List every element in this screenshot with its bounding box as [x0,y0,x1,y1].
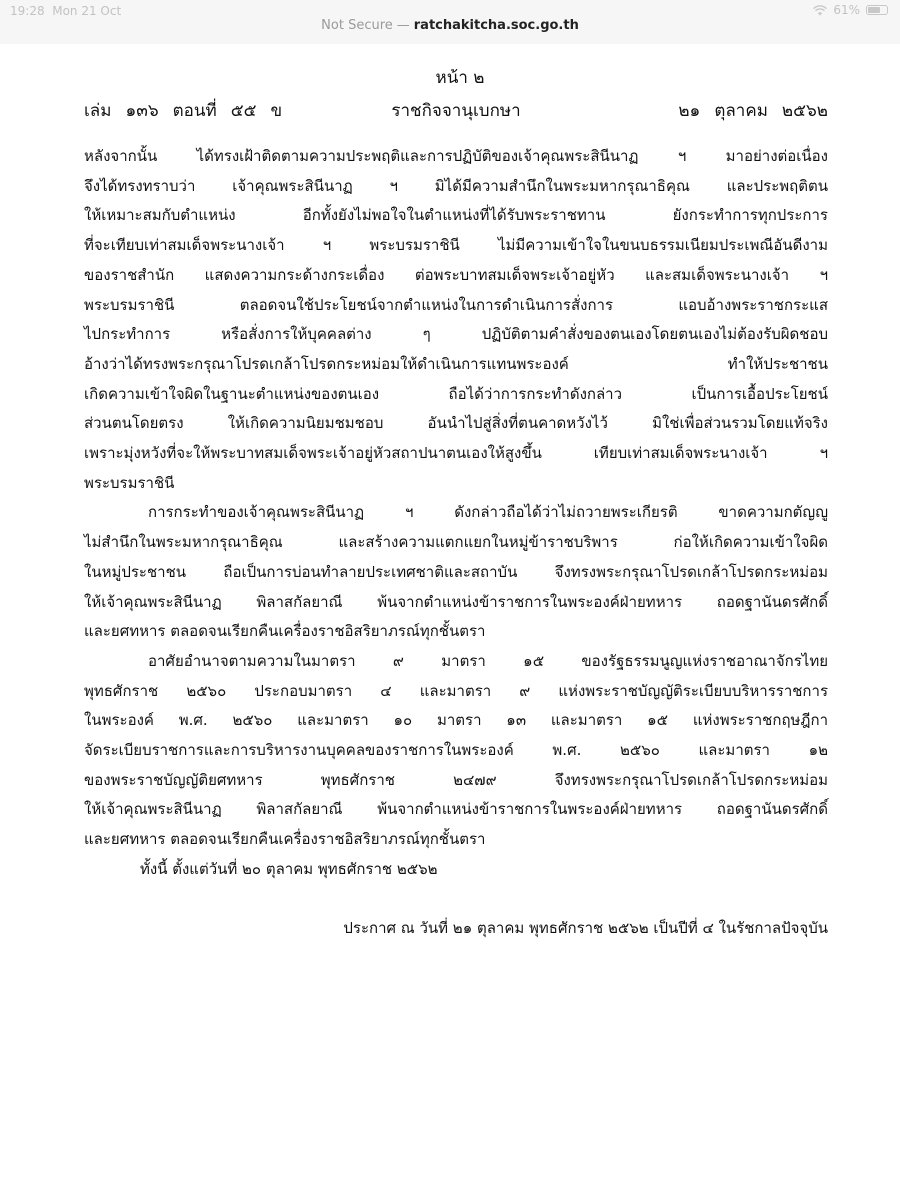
status-clock [10,4,121,18]
paragraph-3 [84,647,828,855]
text-line: ไม่สำนึกในพระมหากรุณาธิคุณ และสร้างความแตกแยกในหมู่ข้าราชบริพาร ก่อให้เกิดความเข้าใจผิด [84,533,828,552]
issue-day: ๒๑ [678,101,701,121]
battery-icon [866,5,888,15]
text-line: ไปกระทำการ หรือสั่งการให้บุคคลต่าง ๆ ปฏิบัติตามคำสั่งของตนเองโดยตนเองไม่ต้องรับผิดชอบ [84,325,828,344]
gazette-body [84,142,828,885]
text-line: ในพระองค์ พ.ศ. ๒๕๖๐ และมาตรา ๑๐ มาตรา ๑๓ และมาตรา ๑๕ แห่งพระราชกฤษฎีกา [84,711,828,730]
text-line: ในหมู่ประชาชน ถือเป็นการบ่อนทำลายประเทศชาติและสถาบัน จึงทรงพระกรุณาโปรดเกล้าโปรดกระหม่อม [84,562,828,581]
text-line: พุทธศักราช ๒๕๖๐ ประกอบมาตรา ๔ และมาตรา ๙ แห่งพระราชบัญญัติระเบียบบริหารราชการ [84,681,828,700]
text-line: ของราชสำนัก แสดงความกระด้างกระเดื่อง ต่อพระบาทสมเด็จพระเจ้าอยู่หัว และสมเด็จพระนางเจ้า ฯ [84,265,828,284]
text-line: ส่วนตนโดยตรง ให้เกิดความนิยมชมชอบ อันนำไปสู่สิ่งที่ตนคาดหวังไว้ มิใช่เพื่อส่วนรวมโดยแท้จริง [84,414,828,433]
issue-year: ๒๕๖๒ [781,101,828,121]
text-line: พระบรมราชินี ตลอดจนใช้ประโยชน์จากตำแหน่งในการดำเนินการสั่งการ แอบอ้างพระราชกระแส [84,295,828,314]
address-bar[interactable] [0,18,900,33]
status-time: 19:28 [10,4,45,18]
address-separator: — [396,18,410,33]
text-line: อาศัยอำนาจตามความในมาตรา ๙ มาตรา ๑๕ ของรัฐธรรมนูญแห่งราชอาณาจักรไทย [148,651,828,670]
browser-status-bar [0,0,900,44]
text-line: ให้เจ้าคุณพระสินีนาฏ พิลาสกัลยาณี พ้นจากตำแหน่งข้าราชการในพระองค์ฝ่ายทหาร ถอดฐานันดรศักดิ์ [84,800,828,819]
section-number: ๕๕ [230,101,257,121]
volume-label: เล่ม [84,101,112,121]
status-date: Mon 21 Oct [52,4,122,18]
issue-month: ตุลาคม [714,101,768,121]
text-line: เกิดความเข้าใจผิดในฐานะตำแหน่งของตนเอง ถือได้ว่าการกระทำดังกล่าว เป็นการเอื้อประโยชน์ [84,384,828,403]
gazette-page [84,62,828,943]
section-label: ตอนที่ [172,101,217,121]
battery-percent: 61% [833,3,860,17]
text-line: เพราะมุ่งหวังที่จะให้พระบาทสมเด็จพระเจ้าอยู่หัวสถาปนาตนเองให้สูงขึ้น เทียบเท่าสมเด็จพระนางเจ้า ฯ [84,444,828,463]
effective-line: ทั้งนี้ ตั้งแต่วันที่ ๒๐ ตุลาคม พุทธศักราช ๒๕๖๒ [140,859,438,878]
proclamation-date: ประกาศ ณ วันที่ ๒๑ ตุลาคม พุทธศักราช ๒๕๖๒ เป็นปีที่ ๔ ในรัชกาลปัจจุบัน [343,918,828,937]
text-line: การกระทำของเจ้าคุณพระสินีนาฏ ฯ ดังกล่าวถือได้ว่าไม่ถวายพระเกียรติ ขาดความกตัญญู [148,503,828,522]
text-line: ของพระราชบัญญัติยศทหาร พุทธศักราช ๒๔๗๙ จึงทรงพระกรุณาโปรดเกล้าโปรดกระหม่อม [84,770,828,789]
effective-date [84,855,828,885]
gazette-header [84,94,828,128]
section-suffix: ข [270,101,283,121]
gazette-name: ราชกิจจานุเบกษา [391,101,521,121]
issue-date [664,94,828,128]
status-indicators [813,3,888,17]
text-line: และยศทหาร ตลอดจนเรียกคืนเครื่องราชอิสริยาภรณ์ทุกชั้นตรา [84,622,486,641]
text-line: ให้เจ้าคุณพระสินีนาฏ พิลาสกัลยาณี พ้นจากตำแหน่งข้าราชการในพระองค์ฝ่ายทหาร ถอดฐานันดรศักดิ์ [84,592,828,611]
not-secure-label: Not Secure [321,18,393,33]
text-line: พระบรมราชินี [84,473,175,492]
text-line: ที่จะเทียบเท่าสมเด็จพระนางเจ้า ฯ พระบรมราชินี ไม่มีความเข้าใจในขนบธรรมเนียมประเพณีอันดีงาม [84,236,828,255]
wifi-icon [813,5,827,16]
text-line: และยศทหาร ตลอดจนเรียกคืนเครื่องราชอิสริยาภรณ์ทุกชั้นตรา [84,830,486,849]
volume-number: ๑๓๖ [125,101,159,121]
text-line: ให้เหมาะสมกับตำแหน่ง อีกทั้งยังไม่พอใจในตำแหน่งที่ได้รับพระราชทาน ยังกระทำการทุกประการ [84,206,828,225]
text-line: หลังจากนั้น ได้ทรงเฝ้าติดตามความประพฤติและการปฏิบัติของเจ้าคุณพระสินีนาฏ ฯ มาอย่างต่อเนื่อง [84,147,828,165]
address-domain: ratchakitcha.soc.go.th [413,18,579,33]
text-line: จัดระเบียบราชการและการบริหารงานบุคคลของราชการในพระองค์ พ.ศ. ๒๕๖๐ และมาตรา ๑๒ [84,741,828,760]
paragraph-1 [84,142,828,498]
paragraph-2 [84,498,828,647]
text-line: จึงได้ทรงทราบว่า เจ้าคุณพระสินีนาฏ ฯ มิได้มีความสำนึกในพระมหากรุณาธิคุณ และประพฤติตน [84,176,828,195]
text-line: อ้างว่าได้ทรงพระกรุณาโปรดเกล้าโปรดกระหม่อมให้ดำเนินการแทนพระองค์ ทำให้ประชาชน [84,354,828,373]
page-number: หน้า ๒ [435,68,485,88]
